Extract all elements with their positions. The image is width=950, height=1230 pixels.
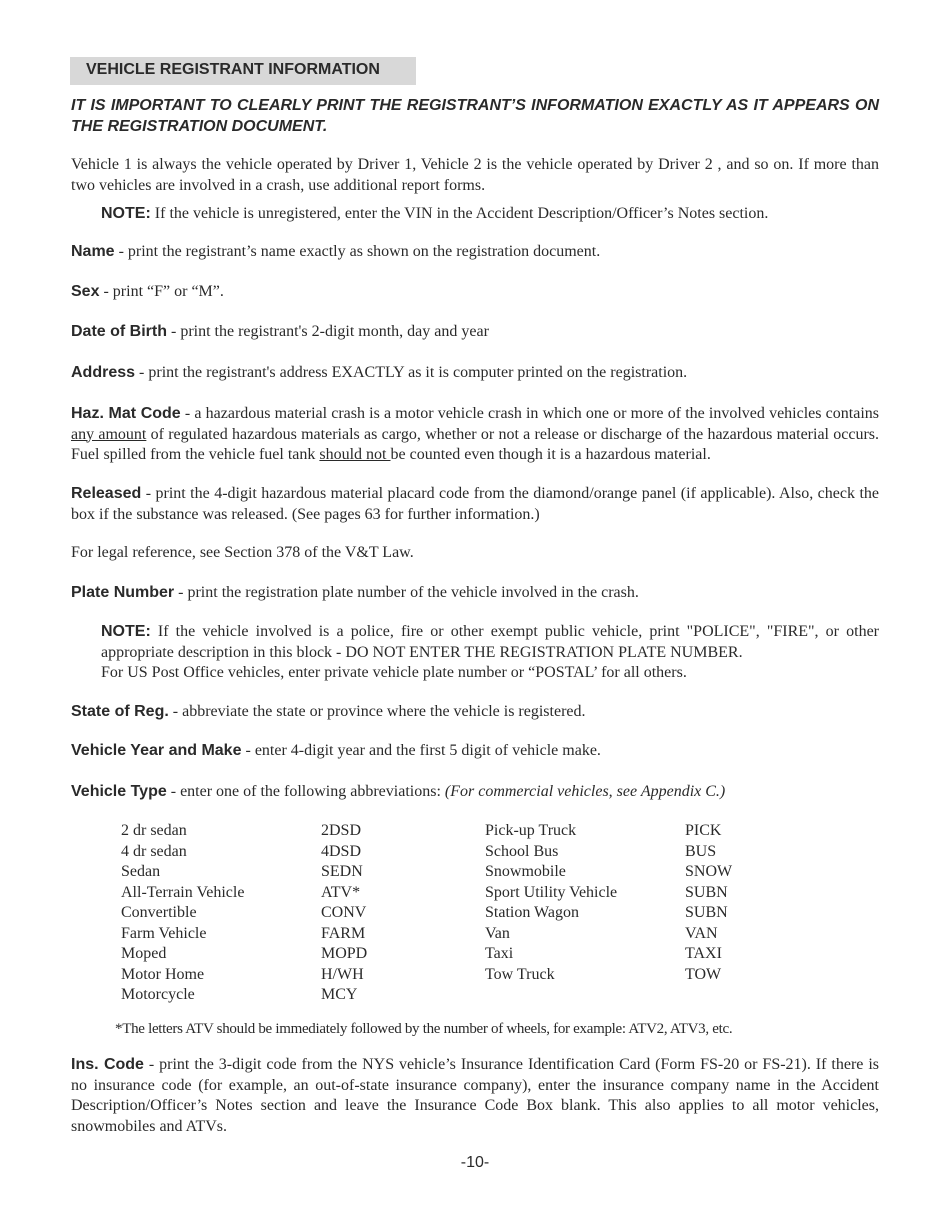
table-row	[121, 842, 765, 863]
term-state: State of Reg.	[71, 703, 169, 720]
term-released: Released	[71, 485, 142, 502]
vehicle-type-code: SUBN	[685, 883, 728, 901]
desc-ins-code: - print the 3-digit code from the NYS vehicle’s Insurance Identification Card (Form FS-20 or FS-21). If there is no insurance code (for example, an out-of-state insurance company), enter the insurance company name in the Accident Description/Officer’s Notes section and leave the Insurance Code Box blank. This also applies to all motor vehicles, snowmobiles and ATVs.	[71, 1056, 879, 1135]
term-dob: Date of Birth	[71, 323, 167, 340]
vehicle-type-name	[485, 985, 685, 1006]
desc-address: - print the registrant's address EXACTLY as it is computer printed on the registration.	[135, 364, 688, 381]
section-title: VEHICLE REGISTRANT INFORMATION	[86, 61, 380, 78]
table-row	[121, 944, 765, 965]
vehicle-type-code: VAN	[685, 924, 718, 942]
note-label: NOTE:	[101, 623, 151, 640]
term-vehicle-type: Vehicle Type	[71, 783, 167, 800]
vehicle-type-name: Convertible	[121, 904, 197, 921]
name-field-description	[71, 242, 879, 263]
note-text: If the vehicle is unregistered, enter the VIN in the Accident Description/Officer’s Notes section.	[150, 205, 769, 222]
note-label: NOTE:	[101, 205, 151, 222]
unregistered-note	[101, 204, 879, 225]
vehicle-type-code: BUS	[685, 842, 717, 860]
vehicle-type-name: Snowmobile	[485, 863, 566, 880]
vehicle-type-code: 2DSD	[321, 822, 362, 839]
vehicle-type-code: 4DSD	[321, 842, 362, 860]
note-text: If the vehicle involved is a police, fire or other exempt public vehicle, print "POLICE", "FIRE", or other appropriate description in this block - DO NOT ENTER THE REGISTRATION PLATE NUMBER.	[101, 623, 879, 661]
desc-hazmat-underline-b: should not	[319, 446, 391, 463]
vehicle-type-code: MCY	[321, 986, 358, 1003]
term-name: Name	[71, 243, 115, 260]
term-ins-code: Ins. Code	[71, 1056, 144, 1073]
desc-name: - print the registrant’s name exactly as shown on the registration document.	[114, 243, 601, 260]
vehicle-type-name: Sport Utility Vehicle	[485, 883, 618, 901]
term-sex: Sex	[71, 283, 100, 300]
atv-footnote: *The letters ATV should be immediately followed by the number of wheels, for example: ATV2, ATV3, etc.	[115, 1021, 733, 1037]
important-notice: IT IS IMPORTANT TO CLEARLY PRINT THE REGISTRANT’S INFORMATION EXACTLY AS IT APPEARS ON THE REGISTRATION DOCUMENT.	[71, 97, 879, 135]
desc-hazmat-underline-a: any amount	[71, 425, 147, 443]
note-text-postal: For US Post Office vehicles, enter private vehicle plate number or “POSTAL’ for all others.	[101, 664, 687, 681]
desc-sex: - print “F” or “M”.	[99, 283, 224, 300]
page-number: -10-	[460, 1154, 490, 1171]
intro-paragraph: Vehicle 1 is always the vehicle operated by Driver 1, Vehicle 2 is the vehicle operated by Driver 2 , and so on. If more than two vehicles are involved in a crash, use additional report forms.	[71, 156, 879, 194]
dob-field-description	[71, 322, 879, 343]
vehicle-type-code: SUBN	[685, 904, 728, 921]
desc-dob: - print the registrant's 2-digit month, day and year	[167, 323, 489, 340]
vehicle-type-code: CONV	[321, 904, 367, 921]
table-row	[121, 965, 765, 986]
hazmat-field-description	[71, 404, 879, 466]
vehicle-type-name: Motorcycle	[121, 986, 195, 1003]
vehicle-type-name: Taxi	[485, 945, 514, 962]
term-plate: Plate Number	[71, 584, 175, 601]
desc-hazmat-b: of regulated hazardous materials as cargo, whether or not a release or discharge of the hazardous material occurs. Fuel spilled from the vehicle fuel tank	[71, 425, 880, 463]
vehicle-type-name: Motor Home	[121, 965, 205, 983]
vehicle-type-code: SNOW	[685, 863, 733, 880]
desc-released: - print the 4-digit hazardous material placard code from the diamond/orange panel (if applicable). Also, check the box if the substance was released. (See pages 63 for further information.)	[71, 485, 879, 523]
vehicle-type-name: Sedan	[121, 863, 161, 880]
vehicle-type-name: 2 dr sedan	[121, 822, 187, 839]
vehicle-type-name: All-Terrain Vehicle	[121, 883, 245, 901]
vehicle-type-name: Station Wagon	[485, 904, 579, 921]
vehicle-type-name: School Bus	[485, 842, 559, 860]
vehicle-type-name: Pick-up Truck	[485, 822, 577, 839]
vehicle-type-code: ATV*	[321, 883, 361, 901]
legal-reference: For legal reference, see Section 378 of the V&T Law.	[71, 544, 414, 561]
vehicle-type-name: Farm Vehicle	[121, 924, 207, 942]
vehicle-type-code	[685, 985, 765, 1006]
desc-hazmat-c: be counted even though it is a hazardous material.	[390, 446, 711, 463]
ins-code-field-description	[71, 1055, 879, 1137]
address-field-description	[71, 363, 879, 384]
vehicle-type-code: H/WH	[321, 965, 364, 983]
vehicle-type-name: Van	[485, 924, 510, 942]
plate-field-description	[71, 583, 879, 604]
table-row	[121, 821, 765, 842]
vehicle-type-field-description	[71, 782, 879, 803]
term-hazmat: Haz. Mat Code	[71, 405, 181, 422]
table-row	[121, 862, 765, 883]
state-field-description	[71, 702, 879, 723]
sex-field-description	[71, 282, 879, 303]
vehicle-type-code: TOW	[685, 965, 722, 983]
year-make-field-description	[71, 741, 879, 762]
vehicle-type-code: PICK	[685, 822, 722, 839]
table-row	[121, 883, 765, 904]
desc-vehicle-type: - enter one of the following abbreviations:	[166, 783, 445, 800]
vehicle-type-name: Moped	[121, 945, 167, 962]
table-row	[121, 924, 765, 945]
vehicle-type-table	[121, 821, 765, 1006]
vehicle-type-name: 4 dr sedan	[121, 842, 187, 860]
table-row	[121, 985, 765, 1006]
desc-plate: - print the registration plate number of the vehicle involved in the crash.	[174, 584, 639, 601]
released-field-description	[71, 484, 879, 525]
table-row	[121, 903, 765, 924]
vehicle-type-code: SEDN	[321, 863, 363, 880]
vehicle-type-code: MOPD	[321, 945, 368, 962]
vehicle-type-code: TAXI	[685, 945, 722, 962]
desc-state: - abbreviate the state or province where the vehicle is registered.	[168, 703, 586, 720]
vehicle-type-code: FARM	[321, 924, 366, 942]
desc-vehicle-type-appendix: (For commercial vehicles, see Appendix C.)	[444, 783, 726, 800]
vehicle-type-name: Tow Truck	[485, 965, 555, 983]
term-address: Address	[71, 364, 136, 381]
desc-year-make: - enter 4-digit year and the first 5 digit of vehicle make.	[241, 742, 601, 759]
exempt-vehicle-note	[101, 622, 879, 684]
term-year-make: Vehicle Year and Make	[71, 742, 242, 759]
desc-hazmat-a: - a hazardous material crash is a motor vehicle crash in which one or more of the involved vehicles contains	[180, 405, 879, 422]
